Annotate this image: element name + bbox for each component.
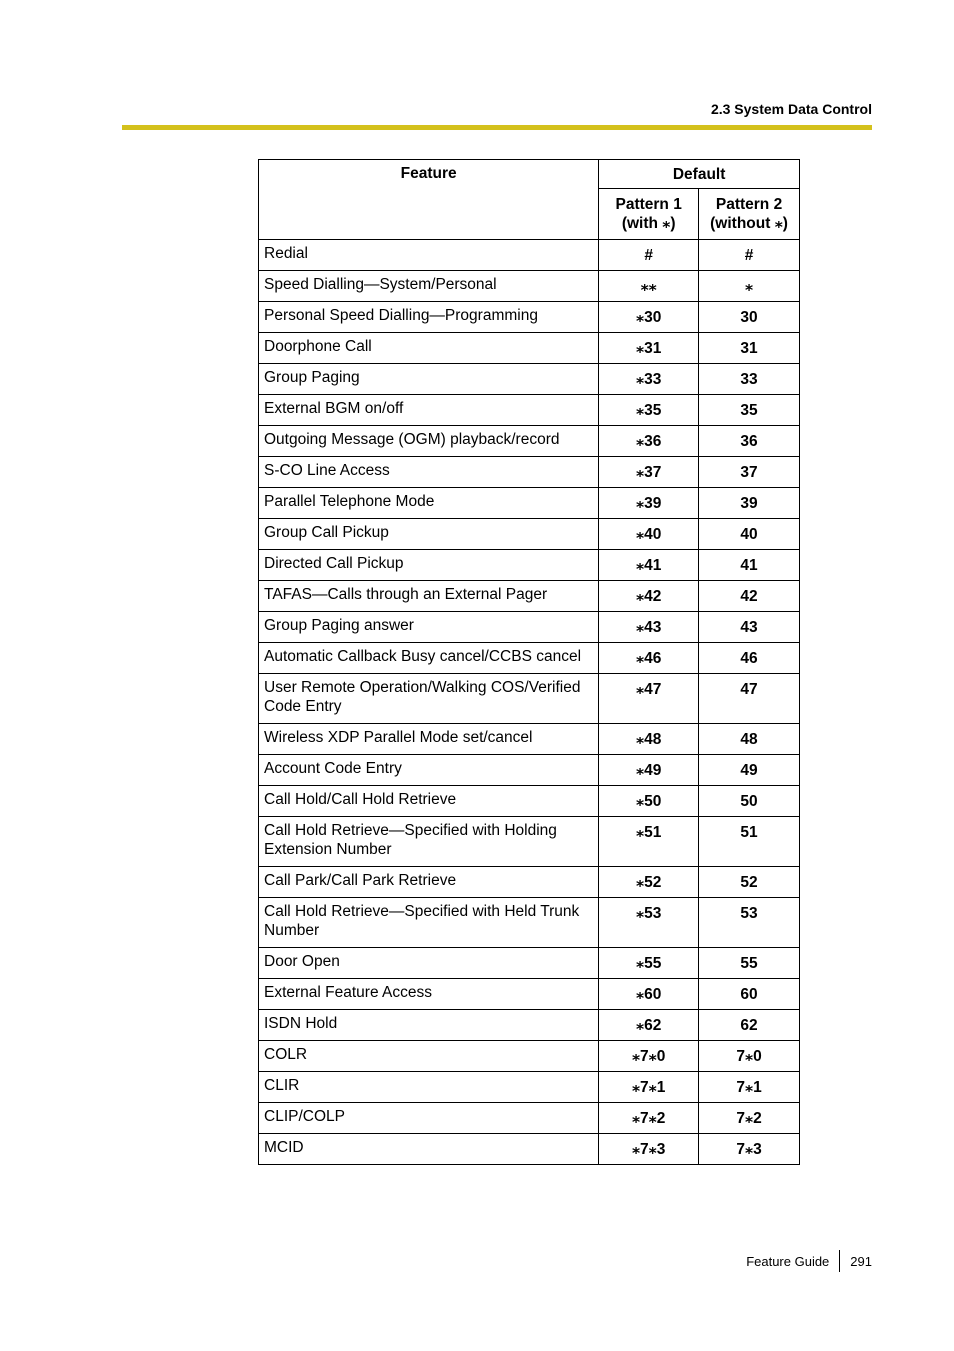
pattern1-cell: ⁎48 xyxy=(599,724,699,755)
table-row xyxy=(259,302,800,333)
table-row xyxy=(259,519,800,550)
pattern2-cell: 40 xyxy=(699,519,800,550)
pattern2-cell: 7⁎1 xyxy=(699,1072,800,1103)
feature-cell: ISDN Hold xyxy=(259,1010,599,1041)
pattern1-cell: ⁎50 xyxy=(599,786,699,817)
table-row xyxy=(259,1041,800,1072)
pattern1-cell: ⁎60 xyxy=(599,979,699,1010)
pattern1-cell: ⁎52 xyxy=(599,867,699,898)
feature-cell: MCID xyxy=(259,1134,599,1165)
pattern1-cell: ⁎33 xyxy=(599,364,699,395)
feature-cell: External Feature Access xyxy=(259,979,599,1010)
feature-cell: Call Hold Retrieve—Specified with Holding Extension Number xyxy=(259,817,599,867)
table-row xyxy=(259,550,800,581)
pattern2-cell: 62 xyxy=(699,1010,800,1041)
pattern1-cell: ⁎⁎ xyxy=(599,271,699,302)
pattern2-cell: 47 xyxy=(699,674,800,724)
feature-cell: Personal Speed Dialling—Programming xyxy=(259,302,599,333)
pattern1-cell: ⁎55 xyxy=(599,948,699,979)
pattern2-cell: # xyxy=(699,240,800,271)
pattern2-cell: 7⁎2 xyxy=(699,1103,800,1134)
feature-cell: Wireless XDP Parallel Mode set/cancel xyxy=(259,724,599,755)
pattern1-cell: ⁎39 xyxy=(599,488,699,519)
table-row xyxy=(259,240,800,271)
table-row xyxy=(259,457,800,488)
table-row xyxy=(259,817,800,867)
feature-cell: TAFAS—Calls through an External Pager xyxy=(259,581,599,612)
pattern2-cell: 31 xyxy=(699,333,800,364)
footer-guide-title: Feature Guide xyxy=(746,1253,830,1269)
pattern2-cell: 37 xyxy=(699,457,800,488)
table-row xyxy=(259,1072,800,1103)
footer-divider xyxy=(839,1250,840,1272)
pattern2-cell: 60 xyxy=(699,979,800,1010)
table-row xyxy=(259,674,800,724)
table-row xyxy=(259,612,800,643)
feature-cell: Automatic Callback Busy cancel/CCBS cancel xyxy=(259,643,599,674)
table-row xyxy=(259,395,800,426)
pattern1-cell: ⁎41 xyxy=(599,550,699,581)
header-rule xyxy=(122,125,872,130)
feature-cell: Redial xyxy=(259,240,599,271)
pattern1-cell: ⁎47 xyxy=(599,674,699,724)
table-row xyxy=(259,1010,800,1041)
pattern2-cell: 51 xyxy=(699,817,800,867)
pattern2-cell: 42 xyxy=(699,581,800,612)
pattern2-cell: 30 xyxy=(699,302,800,333)
pattern1-cell: ⁎40 xyxy=(599,519,699,550)
table-row xyxy=(259,333,800,364)
pattern2-cell: 33 xyxy=(699,364,800,395)
pattern1-cell: ⁎51 xyxy=(599,817,699,867)
pattern2-cell: 43 xyxy=(699,612,800,643)
default-column-header: Default xyxy=(599,160,800,189)
feature-cell: Group Call Pickup xyxy=(259,519,599,550)
pattern2-cell: 52 xyxy=(699,867,800,898)
pattern2-cell: 36 xyxy=(699,426,800,457)
table-row xyxy=(259,724,800,755)
pattern1-cell: ⁎7⁎1 xyxy=(599,1072,699,1103)
pattern1-cell: ⁎31 xyxy=(599,333,699,364)
pattern1-cell: ⁎37 xyxy=(599,457,699,488)
table-row xyxy=(259,1134,800,1165)
table-row xyxy=(259,948,800,979)
pattern1-cell: ⁎35 xyxy=(599,395,699,426)
table-row xyxy=(259,786,800,817)
pattern1-cell: ⁎36 xyxy=(599,426,699,457)
table-body xyxy=(259,240,800,1165)
pattern2-cell: 55 xyxy=(699,948,800,979)
pattern1-cell: ⁎7⁎2 xyxy=(599,1103,699,1134)
feature-cell: User Remote Operation/Walking COS/Verified Code Entry xyxy=(259,674,599,724)
pattern1-cell: ⁎30 xyxy=(599,302,699,333)
feature-cell: Call Hold/Call Hold Retrieve xyxy=(259,786,599,817)
pattern2-cell: 53 xyxy=(699,898,800,948)
feature-cell: Account Code Entry xyxy=(259,755,599,786)
feature-cell: Group Paging xyxy=(259,364,599,395)
pattern1-header: Pattern 1 (with ⁎) xyxy=(599,189,699,240)
table-row xyxy=(259,271,800,302)
pattern2-header: Pattern 2 (without ⁎) xyxy=(699,189,800,240)
page-number: 291 xyxy=(850,1253,872,1269)
pattern1-cell: ⁎46 xyxy=(599,643,699,674)
feature-cell: COLR xyxy=(259,1041,599,1072)
pattern1-cell: ⁎43 xyxy=(599,612,699,643)
table-row xyxy=(259,1103,800,1134)
pattern1-cell: ⁎49 xyxy=(599,755,699,786)
feature-cell: Call Hold Retrieve—Specified with Held Trunk Number xyxy=(259,898,599,948)
pattern1-cell: ⁎7⁎3 xyxy=(599,1134,699,1165)
feature-cell: Speed Dialling—System/Personal xyxy=(259,271,599,302)
pattern2-cell: 41 xyxy=(699,550,800,581)
table-row xyxy=(259,979,800,1010)
pattern2-cell: 35 xyxy=(699,395,800,426)
feature-cell: Outgoing Message (OGM) playback/record xyxy=(259,426,599,457)
pattern1-cell: # xyxy=(599,240,699,271)
feature-cell: Directed Call Pickup xyxy=(259,550,599,581)
pattern1-cell: ⁎7⁎0 xyxy=(599,1041,699,1072)
section-title: 2.3 System Data Control xyxy=(710,101,872,117)
table-row xyxy=(259,488,800,519)
pattern2-cell: 49 xyxy=(699,755,800,786)
pattern2-cell: 46 xyxy=(699,643,800,674)
table-row xyxy=(259,867,800,898)
table-row xyxy=(259,898,800,948)
pattern1-cell: ⁎62 xyxy=(599,1010,699,1041)
pattern2-cell: 7⁎3 xyxy=(699,1134,800,1165)
feature-cell: CLIP/COLP xyxy=(259,1103,599,1134)
page-footer xyxy=(746,1250,872,1272)
feature-cell: CLIR xyxy=(259,1072,599,1103)
feature-cell: Call Park/Call Park Retrieve xyxy=(259,867,599,898)
feature-cell: Door Open xyxy=(259,948,599,979)
feature-cell: External BGM on/off xyxy=(259,395,599,426)
pattern1-cell: ⁎42 xyxy=(599,581,699,612)
feature-cell: Doorphone Call xyxy=(259,333,599,364)
pattern1-cell: ⁎53 xyxy=(599,898,699,948)
feature-column-header: Feature xyxy=(259,160,599,240)
pattern2-cell: ⁎ xyxy=(699,271,800,302)
table-row xyxy=(259,755,800,786)
pattern2-cell: 7⁎0 xyxy=(699,1041,800,1072)
pattern2-cell: 39 xyxy=(699,488,800,519)
table-row xyxy=(259,581,800,612)
pattern2-cell: 50 xyxy=(699,786,800,817)
table-row xyxy=(259,643,800,674)
table-row xyxy=(259,426,800,457)
feature-cell: Parallel Telephone Mode xyxy=(259,488,599,519)
pattern2-cell: 48 xyxy=(699,724,800,755)
feature-cell: S-CO Line Access xyxy=(259,457,599,488)
feature-cell: Group Paging answer xyxy=(259,612,599,643)
feature-number-table xyxy=(258,159,800,1165)
table-row xyxy=(259,364,800,395)
